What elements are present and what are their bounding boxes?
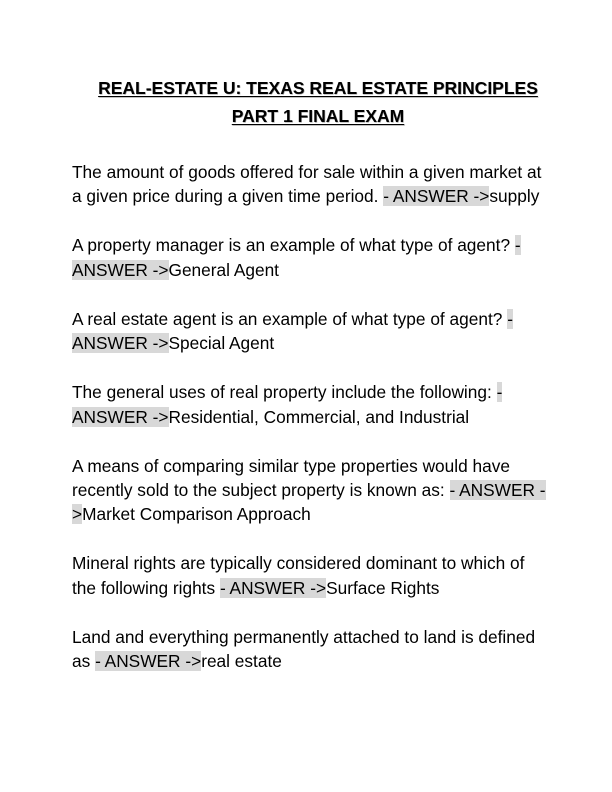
question-text: A means of comparing similar type properties would have recently sold to the subject property is known as: (72, 455, 511, 501)
answer-text: real estate (201, 651, 282, 672)
document-title (72, 74, 564, 130)
qa-item-2 (72, 233, 552, 282)
qa-item-3 (72, 307, 552, 356)
qa-list (72, 160, 552, 674)
qa-item-6 (72, 551, 552, 600)
question-text: A property manager is an example of what type of agent? (72, 235, 511, 256)
answer-marker: - ANSWER -> (72, 308, 513, 354)
answer-text: Special Agent (168, 333, 275, 354)
title-line-2: PART 1 FINAL EXAM (231, 106, 405, 126)
question-text: A real estate agent is an example of what type of agent? (72, 308, 503, 329)
qa-item-5 (72, 454, 552, 527)
question-text: Land and everything permanently attached to land is defined as (72, 626, 536, 672)
title-line-1: REAL-ESTATE U: TEXAS REAL ESTATE PRINCIPLES (98, 78, 538, 98)
answer-marker: - ANSWER -> (95, 651, 202, 672)
answer-text: supply (489, 186, 540, 207)
answer-text: Residential, Commercial, and Industrial (168, 406, 470, 427)
answer-text: General Agent (168, 259, 279, 280)
answer-marker: - ANSWER -> (383, 186, 490, 207)
question-text: Mineral rights are typically considered dominant to which of the following rights (72, 553, 525, 598)
answer-text: Surface Rights (326, 577, 440, 598)
qa-item-7 (72, 625, 552, 674)
answer-text: Market Comparison Approach (82, 504, 311, 525)
answer-marker: - ANSWER -> (72, 480, 546, 525)
question-text: The amount of goods offered for sale within a given market at a given price during a given time period. (72, 162, 542, 207)
qa-item-1 (72, 160, 552, 209)
answer-marker: - ANSWER -> (72, 235, 521, 280)
question-text: The general uses of real property include the following: (72, 382, 492, 403)
answer-marker: - ANSWER -> (72, 382, 503, 427)
answer-marker: - ANSWER -> (219, 577, 327, 598)
qa-item-4 (72, 380, 552, 429)
